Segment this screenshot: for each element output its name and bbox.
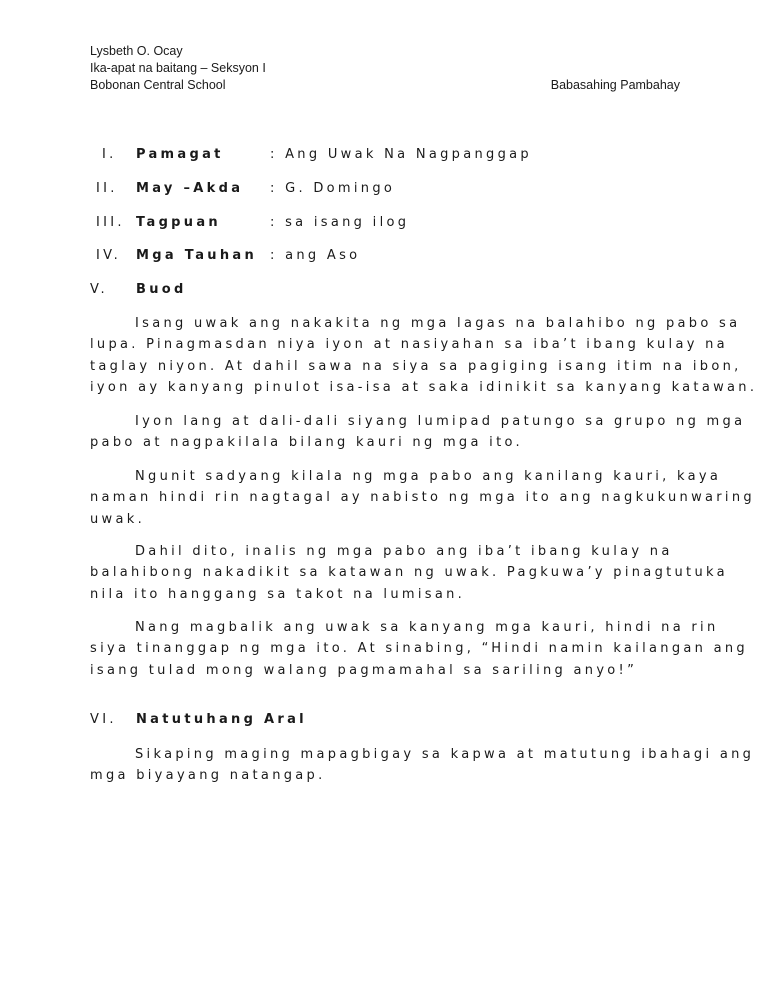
item-value: : Ang Uwak Na Nagpanggap [270,147,532,162]
document-header [90,43,680,94]
author-name: Lysbeth O. Ocay [90,44,183,58]
document-type: Babasahing Pambahay [550,78,680,92]
text-line: pabo at nagpakilala bilang kauri ng mga ito. [90,435,523,451]
section-title: Buod [136,282,187,297]
item-mga-tauhan [90,246,680,266]
item-number: IV. [96,248,122,263]
section-aral-heading [90,710,680,730]
text-line: Iyon lang at dali-dali siyang lumipad patungo sa grupo ng mga [135,414,746,429]
item-label: Mga Tauhan [136,248,258,263]
item-label: Pamagat [136,147,224,162]
item-label: Tagpuan [136,215,221,230]
section-title: Natutuhang Aral [136,712,307,727]
text-line: Nang magbalik ang uwak sa kanyang mga kauri, hindi na rin [135,620,719,635]
text-line: Sikaping maging mapagbigay sa kapwa at matutung ibahagi ang [135,747,755,762]
text-line: mga biyayang natangap. [90,768,326,784]
item-tagpuan [90,213,680,233]
text-line: Ngunit sadyang kilala ng mga pabo ang kanilang kauri, kaya [135,469,722,484]
grade-section: Ika-apat na baitang – Seksyon I [90,61,266,75]
text-line: iyon ay kanyang pinulot isa-isa at saka idinikit sa kanyang katawan. [90,379,758,395]
item-value: : ang Aso [270,248,361,263]
item-number: III. [96,215,125,230]
text-line: taglay niyon. At dahil sawa na siya sa pagiging isang itim na ibon, [90,358,742,374]
buod-paragraph-2 [90,411,746,454]
school-name: Bobonan Central School [90,78,226,92]
buod-paragraph-1 [90,313,758,398]
section-buod-heading [90,280,680,300]
text-line: lupa. Pinagmasdan niya iyon at nasiyahan sa iba’t ibang kulay na [90,337,728,353]
text-line: isang tulad mong walang pagmamahal sa sariling anyo!” [90,662,638,678]
item-number: II. [96,181,118,196]
section-number: V. [90,282,108,297]
text-line: Isang uwak ang nakakita ng mga lagas na balahibo ng pabo sa [135,316,741,331]
item-label: May –Akda [136,181,244,196]
text-line: nila ito hanggang sa takot na lumisan. [90,586,466,602]
item-value: : G. Domingo [270,181,396,196]
section-number: VI. [90,712,117,727]
buod-paragraph-5 [90,617,748,681]
item-value: : sa isang ilog [270,215,410,230]
item-may-akda [90,179,680,199]
text-line: uwak. [90,511,145,527]
text-line: balahibong nakadikit sa katawan ng uwak. Pagkuwa’y pinagtutuka [90,565,728,581]
text-line: Dahil dito, inalis ng mga pabo ang iba’t ibang kulay na [135,544,673,559]
item-number: I. [102,147,117,162]
buod-paragraph-4 [90,541,728,605]
buod-paragraph-3 [90,466,755,530]
text-line: naman hindi rin nagtagal ay nabisto ng mga ito ang nagkukunwaring [90,490,755,506]
aral-paragraph [90,744,755,787]
item-pamagat [90,145,680,165]
text-line: siya tinanggap ng mga ito. At sinabing, “Hindi namin kailangan ang [90,641,748,657]
